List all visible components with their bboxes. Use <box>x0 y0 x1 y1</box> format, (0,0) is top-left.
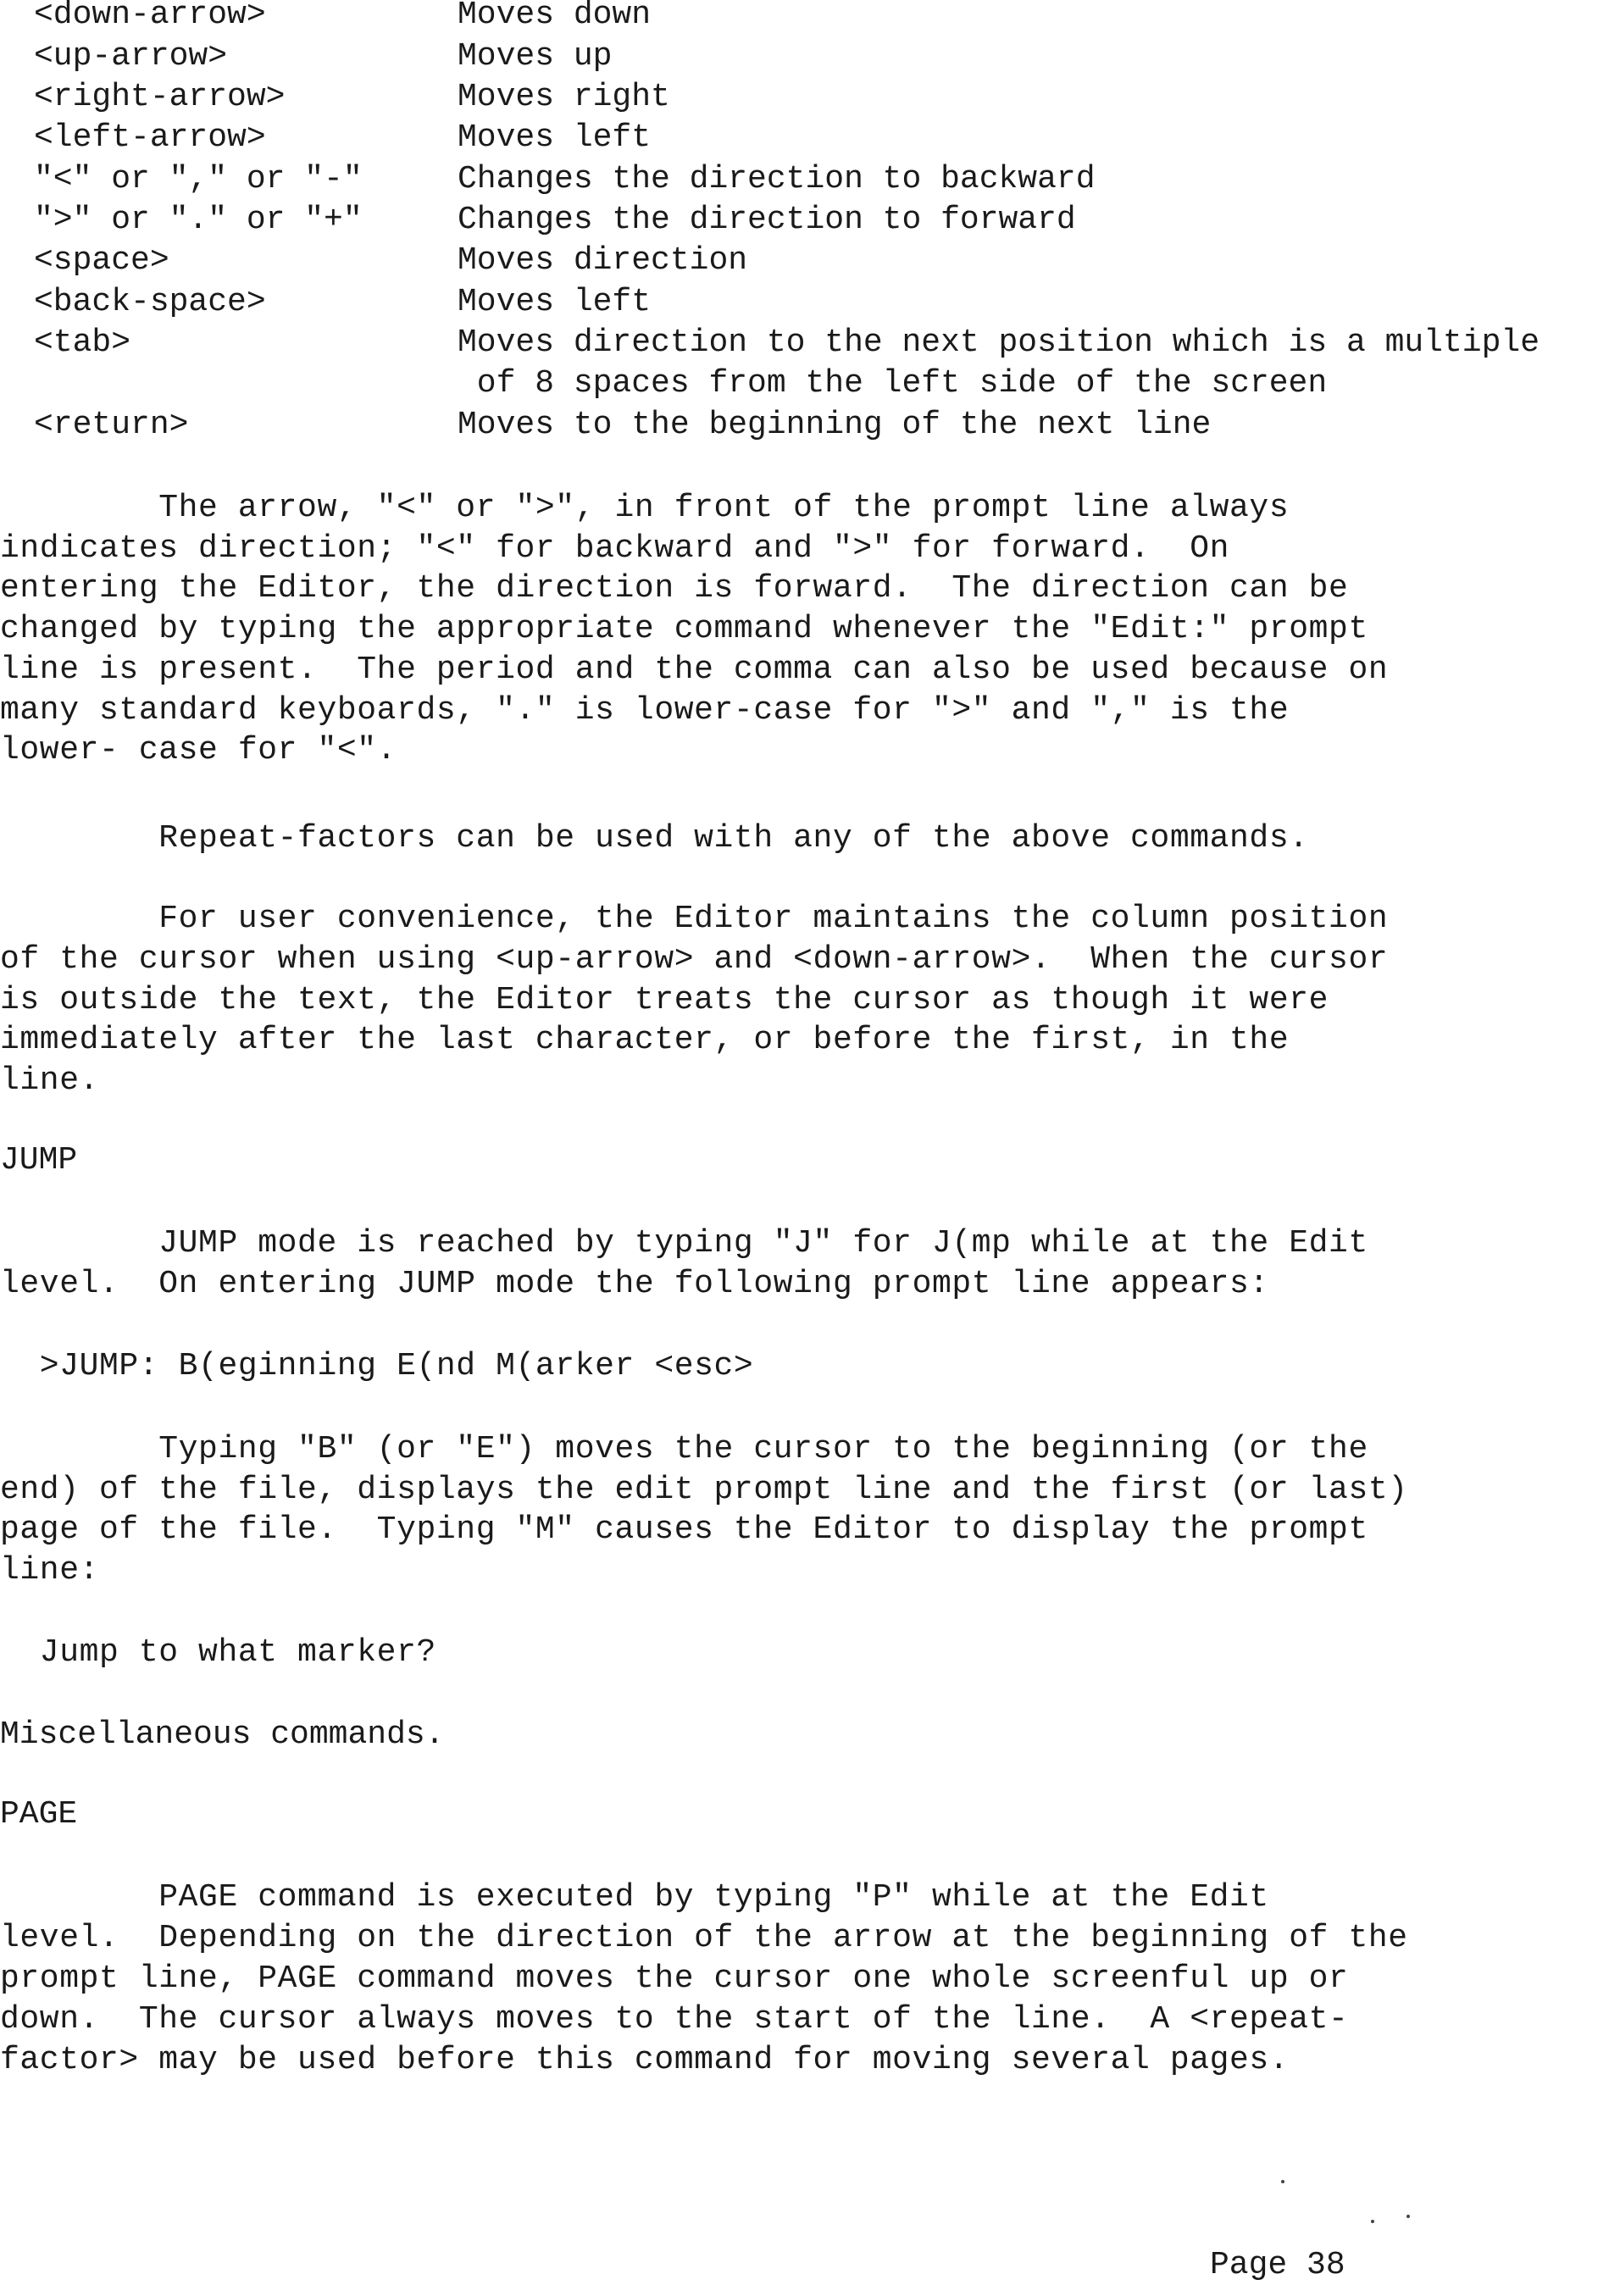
text-line: line: <box>0 1552 100 1589</box>
key-label: <return> <box>34 407 189 443</box>
section-heading-jump: JUMP <box>0 1142 78 1179</box>
key-description: Moves direction <box>458 242 748 279</box>
text-line: immediately after the last character, or before the first, in the <box>0 1022 1290 1058</box>
text-line: The arrow, "<" or ">", in front of the prompt line always <box>0 490 1290 526</box>
key-description: of 8 spaces from the left side of the screen <box>458 365 1328 402</box>
text-line: level. On entering JUMP mode the following prompt line appears: <box>0 1266 1269 1302</box>
text-line: For user convenience, the Editor maintains the column position <box>0 901 1389 937</box>
page-number: Page 38 <box>1210 2247 1345 2283</box>
key-label: "<" or "," or "-" <box>34 161 363 197</box>
key-description: Changes the direction to forward <box>458 202 1076 238</box>
text-line: prompt line, PAGE command moves the cursor one whole screenful up or <box>0 1960 1349 1997</box>
key-label: <space> <box>34 242 169 279</box>
key-description: Changes the direction to backward <box>458 161 1096 197</box>
text-line: is outside the text, the Editor treats the cursor as though it were <box>0 982 1329 1018</box>
text-line: entering the Editor, the direction is forward. The direction can be <box>0 570 1349 607</box>
text-line: end) of the file, displays the edit prompt line and the first (or last) <box>0 1472 1408 1508</box>
text-line: of the cursor when using <up-arrow> and <down-arrow>. When the cursor <box>0 941 1389 978</box>
text-line: PAGE command is executed by typing "P" while at the Edit <box>0 1879 1269 1916</box>
key-description: Moves direction to the next position which is a multiple <box>458 324 1540 361</box>
text-line: factor> may be used before this command for moving several pages. <box>0 2042 1290 2078</box>
text-line: level. Depending on the direction of the arrow at the beginning of the <box>0 1920 1408 1956</box>
marker-prompt-line: Jump to what marker? <box>0 1634 436 1671</box>
key-description: Moves up <box>458 38 613 75</box>
text-line: lower- case for "<". <box>0 732 397 768</box>
text-line: JUMP mode is reached by typing "J" for J(mp while at the Edit <box>0 1225 1368 1262</box>
text-line: indicates direction; "<" for backward and ">" for forward. On <box>0 530 1230 567</box>
key-label: ">" or "." or "+" <box>34 202 363 238</box>
key-description: Moves down <box>458 0 652 33</box>
text-line: page of the file. Typing "M" causes the Editor to display the prompt <box>0 1511 1368 1548</box>
jump-prompt-line: >JUMP: B(eginning E(nd M(arker <esc> <box>0 1348 754 1384</box>
key-label: <down-arrow> <box>34 0 266 33</box>
paragraph-repeat-factors: Repeat-factors can be used with any of the above commands. <box>0 820 1309 857</box>
scan-speck <box>1371 2220 1374 2223</box>
text-line: line. <box>0 1062 100 1099</box>
key-label: <back-space> <box>34 284 266 320</box>
text-line: line is present. The period and the comma can also be used because on <box>0 652 1389 688</box>
scan-speck <box>1281 2180 1284 2183</box>
text-line: changed by typing the appropriate command whenever the "Edit:" prompt <box>0 611 1368 647</box>
key-description: Moves to the beginning of the next line <box>458 407 1212 443</box>
text-line: down. The cursor always moves to the start of the line. A <repeat- <box>0 2001 1349 2038</box>
text-line: many standard keyboards, "." is lower-case for ">" and "," is the <box>0 692 1290 729</box>
key-description: Moves right <box>458 79 670 115</box>
text-line: Typing "B" (or "E") moves the cursor to the beginning (or the <box>0 1431 1368 1467</box>
key-label: <up-arrow> <box>34 38 228 75</box>
key-label: <right-arrow> <box>34 79 286 115</box>
section-heading-miscellaneous: Miscellaneous commands. <box>0 1716 445 1753</box>
key-label: <tab> <box>34 324 131 361</box>
key-description: Moves left <box>458 119 652 156</box>
section-heading-page: PAGE <box>0 1796 78 1833</box>
key-label: <left-arrow> <box>34 119 266 156</box>
key-description: Moves left <box>458 284 652 320</box>
scan-speck <box>1406 2215 1410 2218</box>
